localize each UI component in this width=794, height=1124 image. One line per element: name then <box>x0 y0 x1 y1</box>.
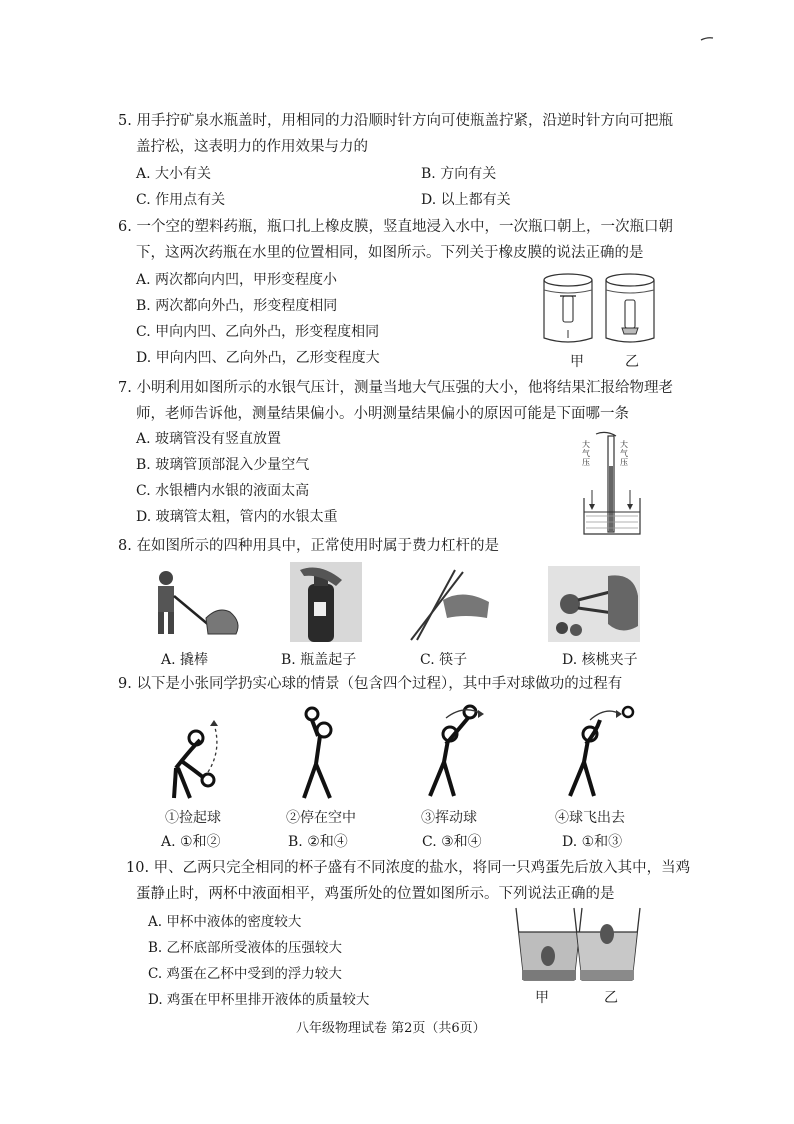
q10-option-d: D. 鸡蛋在甲杯里排开液体的质量较大 <box>148 992 370 1008</box>
q8-caption-b: B. 瓶盖起子 <box>281 652 357 668</box>
q8-chopsticks-image <box>403 566 493 642</box>
q10-cups-figure <box>512 906 642 986</box>
q9-caption-1: ①捡起球 <box>165 810 221 826</box>
q6-label-yi: 乙 <box>625 354 639 370</box>
q10-option-c: C. 鸡蛋在乙杯中受到的浮力较大 <box>148 966 342 982</box>
q6-option-a: A. 两次都向内凹，甲形变程度小 <box>136 272 338 288</box>
q5-option-d: D. 以上都有关 <box>421 192 511 208</box>
q8-bottle-opener-image <box>290 562 362 642</box>
q5-option-c: C. 作用点有关 <box>136 192 226 208</box>
q10-label-yi: 乙 <box>604 990 618 1006</box>
q7-stem-line1: 7. 小明利用如图所示的水银气压计，测量当地大气压强的大小，他将结果汇报给物理老 <box>118 380 673 396</box>
q9-option-b: B. ②和④ <box>288 834 348 850</box>
q7-pressure-left: 大气压 <box>582 440 590 467</box>
q6-option-d: D. 甲向内凹、乙向外凸，乙形变程度大 <box>136 350 380 366</box>
q10-option-a: A. 甲杯中液体的密度较大 <box>148 914 302 930</box>
q7-pressure-right: 大气压 <box>620 440 628 467</box>
q6-option-b: B. 两次都向外凸，形变程度相同 <box>136 298 338 314</box>
q8-crowbar-image <box>148 566 244 640</box>
q10-stem-line1: 10. 甲、乙两只完全相同的杯子盛有不同浓度的盐水，将同一只鸡蛋先后放入其中，当鸡 <box>126 860 691 876</box>
q5-stem-line2: 盖拧松，这表明力的作用效果与力的 <box>136 139 368 155</box>
q6-option-c: C. 甲向内凹、乙向外凸，形变程度相同 <box>136 324 380 340</box>
q6-beakers-figure <box>540 272 660 348</box>
q9-caption-2: ②停在空中 <box>286 810 356 826</box>
q8-caption-a: A. 撬棒 <box>161 652 209 668</box>
q10-option-b: B. 乙杯底部所受液体的压强较大 <box>148 940 343 956</box>
q8-nutcracker-image <box>548 566 640 642</box>
q9-stem: 9. 以下是小张同学扔实心球的情景（包含四个过程），其中手对球做功的过程有 <box>118 676 623 692</box>
q6-stem-line2: 下，这两次药瓶在水里的位置相同，如图所示。下列关于橡皮膜的说法正确的是 <box>136 245 644 261</box>
q9-swing-ball-figure <box>420 700 500 800</box>
q9-option-d: D. ①和③ <box>562 834 623 850</box>
q8-stem: 8. 在如图所示的四种用具中，正常使用时属于费力杠杆的是 <box>118 538 499 554</box>
q7-option-c: C. 水银槽内水银的液面太高 <box>136 483 310 499</box>
q8-caption-c: C. 筷子 <box>420 652 468 668</box>
corner-mark <box>700 36 714 42</box>
q10-stem-line2: 蛋静止时，两杯中液面相平，鸡蛋所处的位置如图所示。下列说法正确的是 <box>136 886 615 902</box>
q9-ball-flying-figure <box>556 700 640 800</box>
q5-option-b: B. 方向有关 <box>421 166 497 182</box>
q7-option-b: B. 玻璃管顶部混入少量空气 <box>136 457 310 473</box>
q8-caption-d: D. 核桃夹子 <box>562 652 638 668</box>
q7-option-a: A. 玻璃管没有竖直放置 <box>136 431 282 447</box>
q9-caption-4: ④球飞出去 <box>555 810 625 826</box>
q6-label-jia: 甲 <box>570 354 584 370</box>
q9-option-c: C. ③和④ <box>422 834 482 850</box>
q9-option-a: A. ①和② <box>161 834 221 850</box>
q9-ball-in-air-figure <box>290 706 350 802</box>
q5-option-a: A. 大小有关 <box>136 166 212 182</box>
q6-stem-line1: 6. 一个空的塑料药瓶，瓶口扎上橡皮膜，竖直地浸入水中，一次瓶口朝上，一次瓶口朝 <box>118 219 673 235</box>
q7-option-d: D. 玻璃管太粗，管内的水银太重 <box>136 509 338 525</box>
page-footer: 八年级物理试卷 第2页（共6页） <box>296 1021 486 1036</box>
q7-stem-line2: 师，老师告诉他，测量结果偏小。小明测量结果偏小的原因可能是下面哪一条 <box>136 406 629 422</box>
q10-label-jia: 甲 <box>535 990 549 1006</box>
q9-caption-3: ③挥动球 <box>421 810 477 826</box>
q9-pick-up-ball-figure <box>160 710 230 802</box>
q5-stem-line1: 5. 用手拧矿泉水瓶盖时，用相同的力沿顺时针方向可使瓶盖拧紧，沿逆时针方向可把瓶 <box>118 113 673 129</box>
